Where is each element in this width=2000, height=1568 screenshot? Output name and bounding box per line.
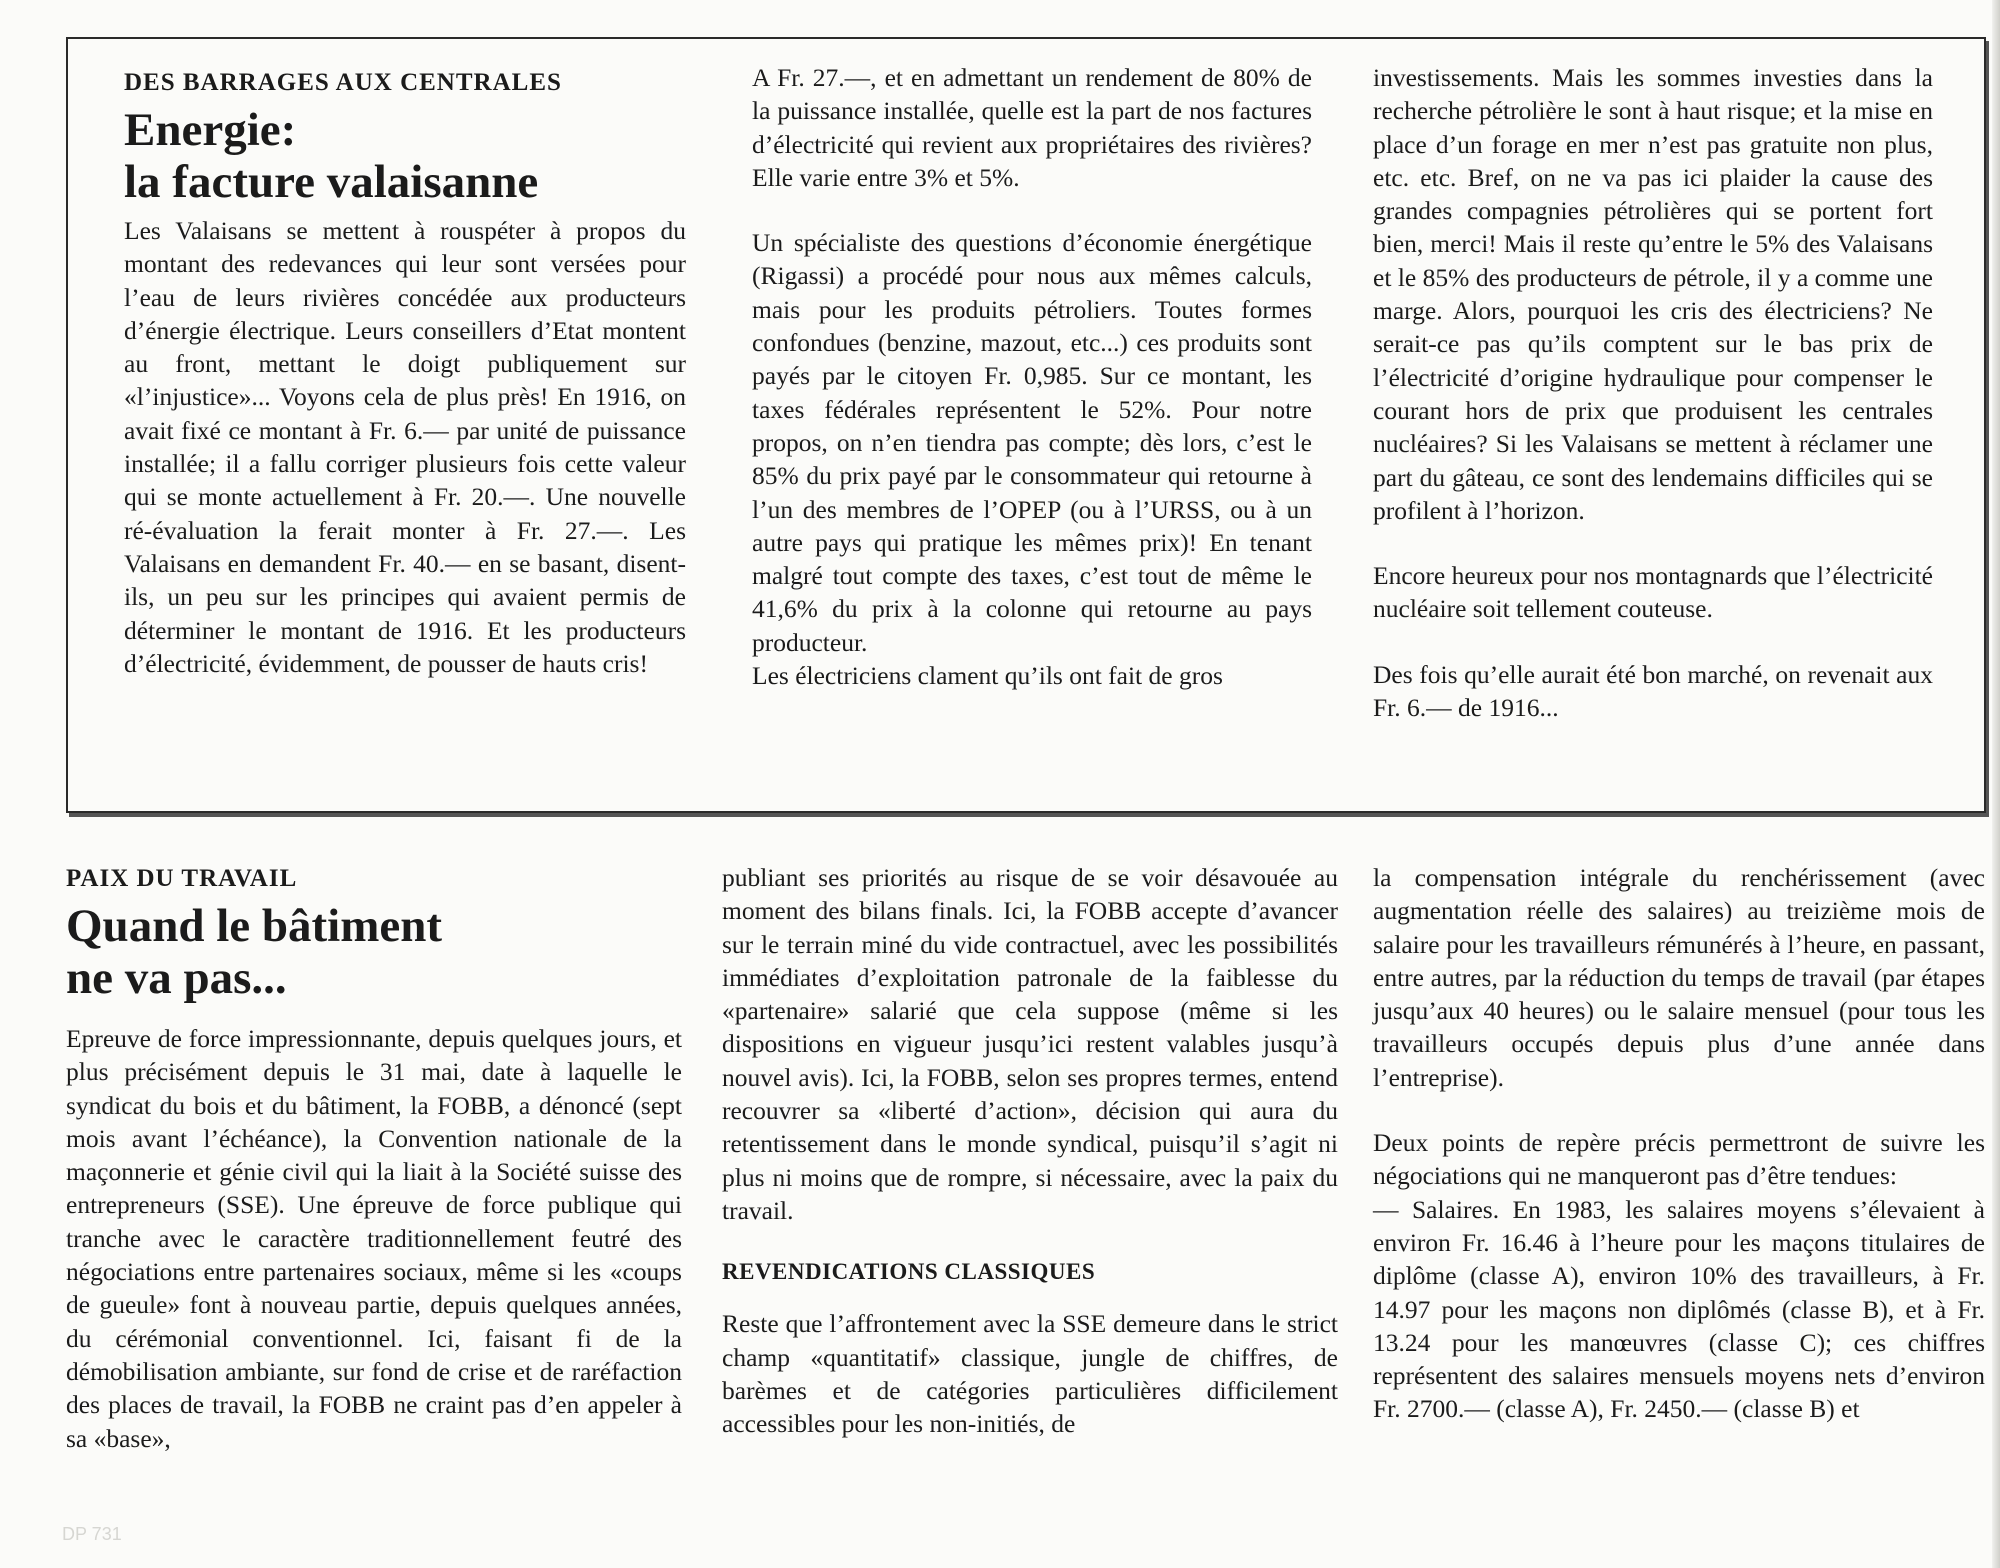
article2-column-2 (722, 861, 1338, 1440)
article2-kicker: PAIX DU TRAVAIL (66, 865, 298, 892)
article2-paragraph: Epreuve de force impressionnante, depuis quelques jours, et plus précisément depuis le 31 mai, date à laquelle le syndicat du bois et du bâtiment, la FOBB, a dénoncé (sept mois avant l’échéance), la Convention nationale de la maçonnerie et génie civil qui la liait à la Société suisse des entrepreneurs (SSE). Une épreuve de force publique qui tranche avec le caractère traditionnellement feutré des négociations entre partenaires sociaux, même si les «coups de gueule» font à nouveau partie, depuis quelques années, du cérémonial conventionnel. Ici, faisant fi de la démobilisation ambiante, sur fond de crise et de raréfaction des places de travail, la FOBB ne craint pas d’en appeler à sa «base», (66, 1024, 682, 1453)
article1-paragraph: Les Valaisans se mettent à rouspéter à propos du montant des redevances qui leur sont versées pour l’eau de leurs rivières concédée aux producteurs d’énergie électrique. Leurs conseillers d’Etat montent au front, mettant le doigt publiquement sur «l’injustice»... Voyons cela de plus près! En 1916, on avait fixé ce montant à Fr. 6.— par unité de puissance installée; il a fallu corriger plusieurs fois cette valeur qui se monte actuellement à Fr. 20.—. Une nouvelle ré-évaluation la ferait monter à Fr. 27.—. Les Valaisans en demandent Fr. 40.— en se basant, disent-ils, un peu sur les principes qui avaient permis de déterminer le montant de 1916. Et les producteurs d’électricité, évidemment, de pousser de hauts cris! (124, 216, 686, 678)
article1-column-2 (752, 61, 1312, 692)
article1-col3-paragraph-2: Encore heureux pour nos montagnards que l’électricité nucléaire soit tellement couteuse. (1373, 561, 1933, 624)
article1-col3-paragraph-3: Des fois qu’elle aurait été bon marché, on revenait aux Fr. 6.— de 1916... (1373, 659, 1933, 723)
article2-headline (66, 900, 682, 1004)
page-reference: DP 731 (62, 1524, 122, 1544)
article2-headline-line2: ne va pas... (66, 952, 287, 1004)
article1-headline-line1: Energie: (124, 104, 297, 156)
article2-col2-paragraph-2: Reste que l’affrontement avec la SSE demeure dans le strict champ «quantitatif» classique, jungle de chiffres, de barèmes et de catégories particulières difficilement accessibles pour les non-initiés, de (722, 1309, 1338, 1439)
article1-col2-paragraph-2: Un spécialiste des questions d’économie énergétique (Rigassi) a procédé pour nous aux mêmes calculs, mais pour les produits pétroliers. Toutes formes confondues (benzine, mazout, etc...) ces produits sont payés par le citoyen Fr. 0,985. Sur ce montant, les taxes fédérales représentent le 52%. Pour notre propos, on n’en tiendra pas compte; dès lors, c’est le 85% du prix payé par le consommateur qui retourne à l’un des membres de l’OPEP (ou à l’URSS, ou à un autre pays qui pratique les mêmes prix)! En tenant malgré tout compte des taxes, c’est tout de même le 41,6% du prix à la colonne qui retourne au pays producteur. (752, 228, 1312, 657)
article1-kicker: DES BARRAGES AUX CENTRALES (124, 69, 562, 96)
page-edge-shadow (1992, 0, 2000, 1568)
article1-column-3 (1373, 61, 1933, 724)
article2-col2-paragraph-1: publiant ses priorités au risque de se voir désavouée au moment des bilans finals. Ici, la FOBB accepte d’avancer sur le terrain miné du vide contractuel, avec les possibilités immédiates d’exploitation patronale de la faiblesse du «partenaire» salarié que cela suppose (même si les dispositions en vigueur jusqu’ici restent valables jusqu’à nouvel avis). Ici, la FOBB, selon ses propres termes, entend recouvrer sa «liberté d’action», décision qui aura du retentissement dans le monde syndical, puisqu’il s’agit ni plus ni moins que de rompre, si nécessaire, avec la paix du travail. (722, 863, 1338, 1225)
article1-headline (124, 104, 686, 208)
article1-headline-line2: la facture valaisanne (124, 156, 539, 208)
article2-headline-line1: Quand le bâtiment (66, 900, 443, 952)
article2-col3-paragraph-2: Deux points de repère précis permettront de suivre les négociations qui ne manqueront pas d’être tendues: (1373, 1128, 1985, 1191)
article2-column-3 (1373, 861, 1985, 1426)
article1-column-1 (124, 68, 686, 680)
article2-column-1 (66, 864, 682, 1455)
article1-col2-paragraph-3: Les électriciens clament qu’ils ont fait de gros (752, 661, 1223, 691)
article1-col3-paragraph-1: investissements. Mais les sommes investies dans la recherche pétrolière le sont à haut risque; et la mise en place d’un forage en mer n’est pas gratuite non plus, etc. etc. Bref, on ne va pas ici plaider la cause des grandes compagnies pétrolières qui se portent fort bien, merci! Mais il reste qu’entre le 5% des Valaisans et le 85% des producteurs de pétrole, il y a comme une marge. Alors, pourquoi les cris des électriciens? Ne serait-ce pas qu’ils comptent sur le bas prix de l’électricité d’origine hydraulique pour compenser le courant hors de prix que produisent les centrales nucléaires? Si les Valaisans se mettent à réclamer une part du gâteau, ce sont des lendemains difficiles qui se profilent à l’horizon. (1373, 63, 1933, 525)
article2-col3-paragraph-1: la compensation intégrale du renchérissement (avec augmentation réelle des salaires) au treizième mois de salaire pour les travailleurs rémunérés à l’heure, en passant, entre autres, par la réduction du temps de travail (par étapes jusqu’aux 40 heures) ou le salaire mensuel (pour tous les travailleurs occupés depuis plus d’une année dans l’entreprise). (1373, 863, 1985, 1092)
article2-subhead: REVENDICATIONS CLASSIQUES (722, 1259, 1096, 1285)
article2-col3-paragraph-3: — Salaires. En 1983, les salaires moyens s’élevaient à environ Fr. 16.46 à l’heure pour les maçons titulaires de diplôme (classe A), environ 10% des travailleurs, à Fr. 14.97 pour les maçons non diplômés (classe B), et à Fr. 13.24 pour les manœuvres (classe C); ces chiffres représentent des salaires mensuels moyens nets d’environ Fr. 2700.— (classe A), Fr. 2450.— (classe B) et (1373, 1194, 1985, 1424)
article1-col2-paragraph-1: A Fr. 27.—, et en admettant un rendement de 80% de la puissance installée, quelle est la part de nos factures d’électricité qui revient aux propriétaires des rivières? Elle varie entre 3% et 5%. (752, 63, 1312, 192)
